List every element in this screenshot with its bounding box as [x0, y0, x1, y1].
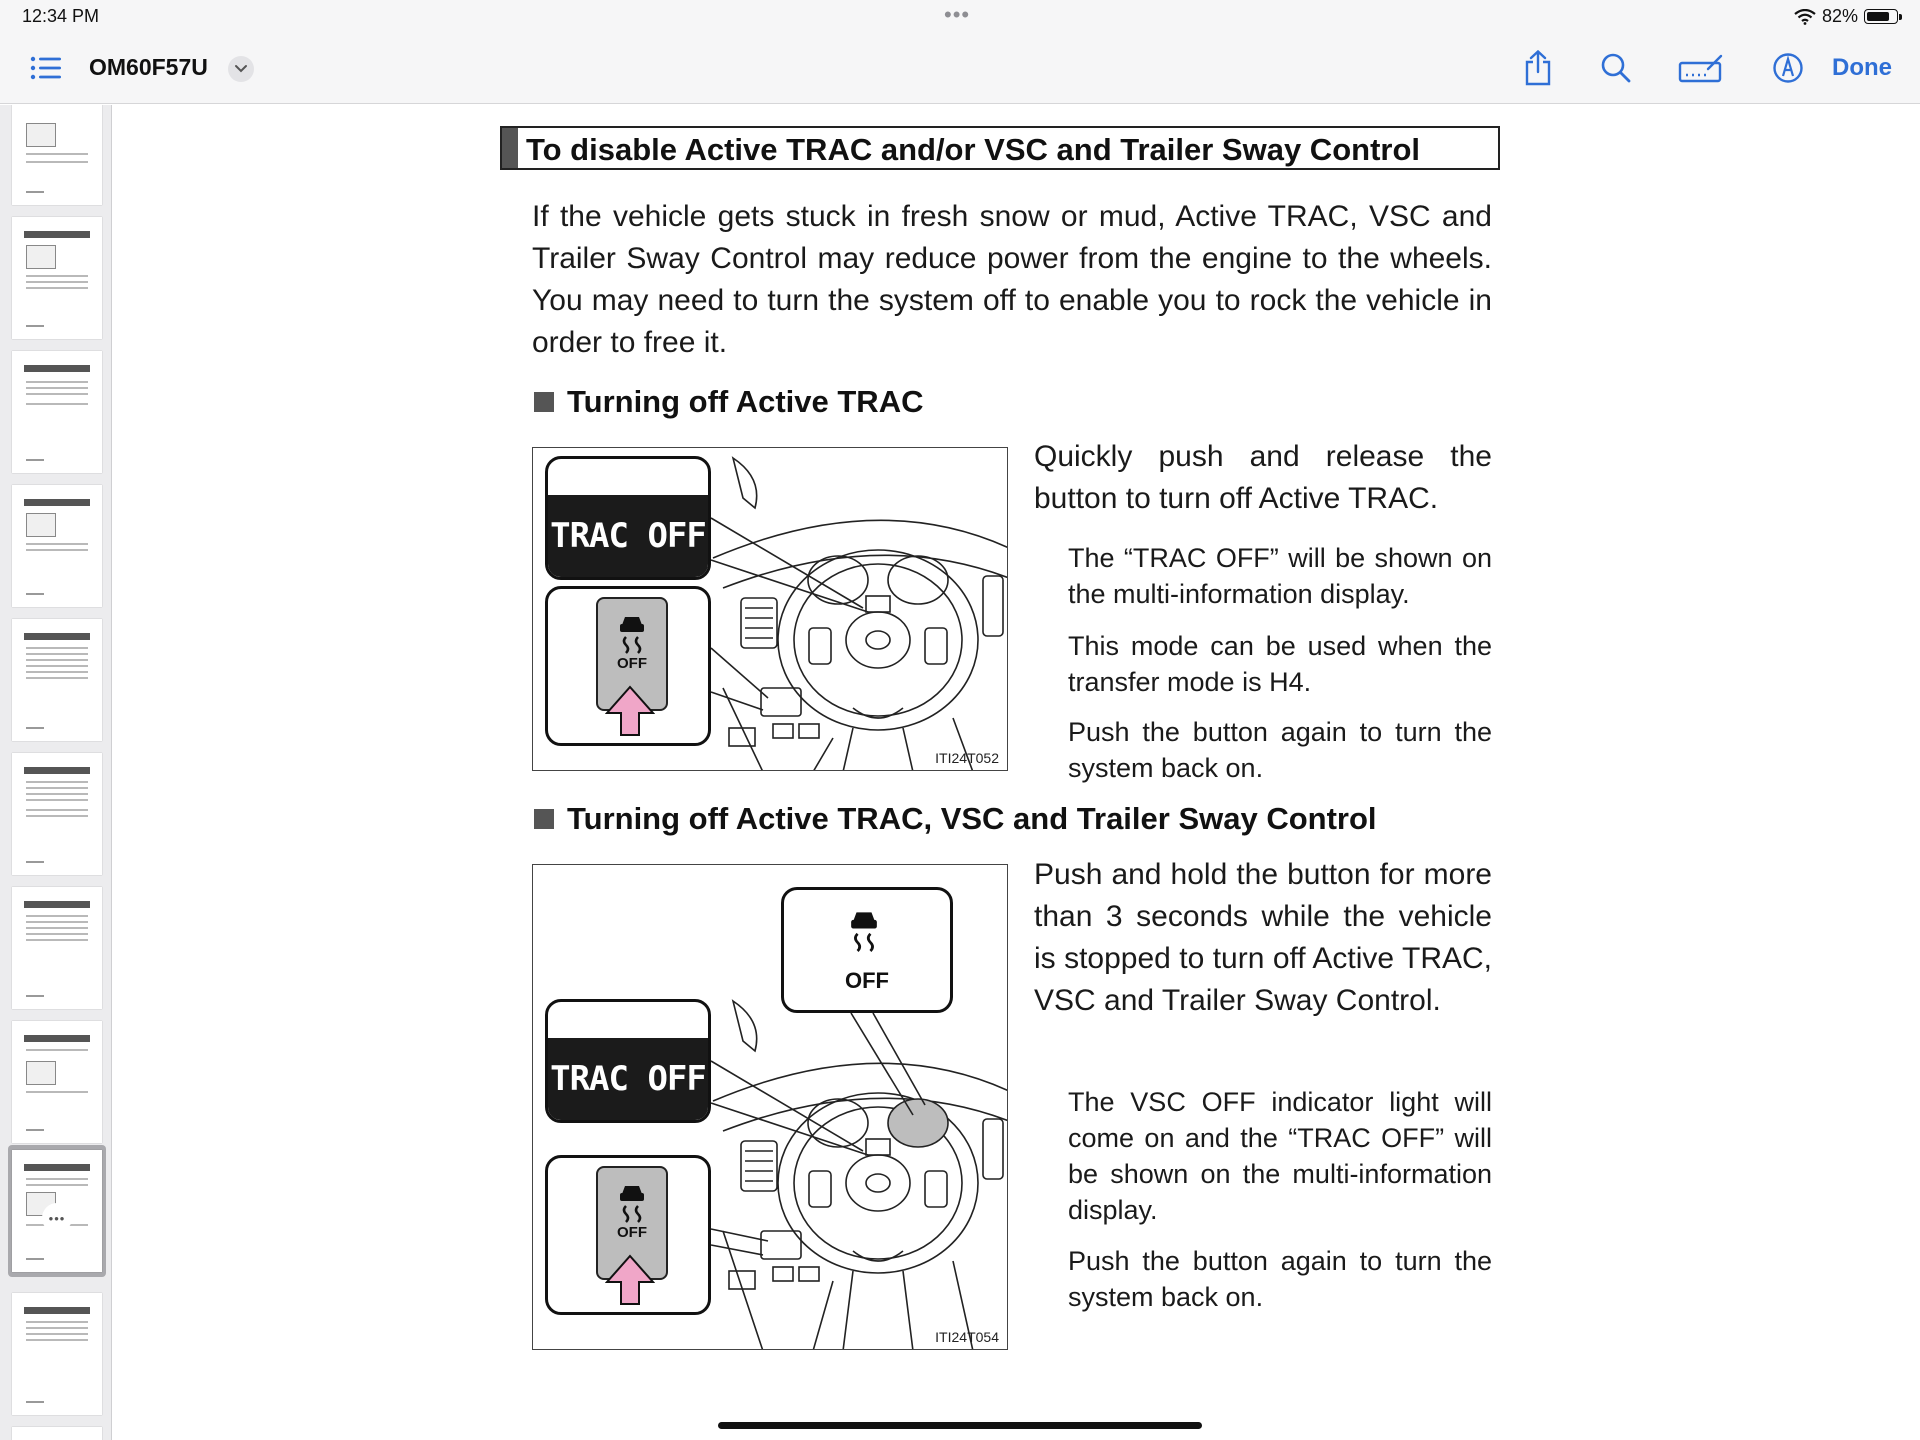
- figure-trac-off: [532, 447, 1008, 771]
- indicator-off-label: OFF: [845, 968, 889, 993]
- subheading-vsc-text: Turning off Active TRAC, VSC and Trailer Sway Control: [567, 801, 1377, 836]
- share-button[interactable]: [1516, 48, 1560, 88]
- page-thumbnail[interactable]: [12, 1427, 102, 1440]
- pen-circle-icon: [1772, 52, 1804, 84]
- document-title[interactable]: OM60F57U: [89, 54, 208, 80]
- trac-off-display-text-2: TRAC OFF: [550, 1059, 706, 1099]
- intro-paragraph: If the vehicle gets stuck in fresh snow or mud, Active TRAC, VSC and Trailer Sway Control may reduce power from the engine to the wheels. You may need to turn the system off to enable you to rock the vehicle in order to free it.: [532, 200, 1492, 359]
- display-callout-2: [545, 999, 711, 1123]
- page-thumbnail[interactable]: [12, 1293, 102, 1415]
- done-button[interactable]: Done: [1832, 54, 1892, 81]
- markup-toolbar-button[interactable]: [1676, 48, 1726, 88]
- home-indicator[interactable]: [718, 1422, 1202, 1429]
- figure-code-2: ITI24T054: [935, 1329, 999, 1345]
- vsc-instruction: Push and hold the button for more than 3 seconds while the vehicle is stopped to turn off Active TRAC, VSC and Trailer Sway Control.: [1034, 858, 1492, 1017]
- page-thumbnail[interactable]: [12, 887, 102, 1009]
- search-icon: [1600, 52, 1632, 84]
- trac-instruction: Quickly push and release the button to turn off Active TRAC.: [1034, 440, 1492, 515]
- button-callout-2: [545, 1155, 711, 1315]
- share-icon: [1523, 50, 1553, 86]
- page-thumbnail[interactable]: [12, 351, 102, 473]
- figure-trac-vsc-off: [532, 864, 1008, 1350]
- vsc-note-indicator: The VSC OFF indicator light will come on and the “TRAC OFF” will be shown on the multi-information display.: [1068, 1087, 1492, 1225]
- page-thumbnail[interactable]: [12, 105, 102, 205]
- battery-icon: [1864, 9, 1898, 24]
- thumbnail-list-button[interactable]: [24, 48, 68, 88]
- wifi-icon: [1794, 9, 1816, 25]
- vsc-indicator-callout: [781, 887, 953, 1013]
- markup-button[interactable]: [1766, 48, 1810, 88]
- vsc-off-indicator-icon: [824, 906, 904, 966]
- page-thumbnail[interactable]: [12, 1021, 102, 1143]
- trac-note-display: The “TRAC OFF” will be shown on the multi-information display.: [1068, 543, 1492, 609]
- chevron-down-icon: [234, 64, 248, 74]
- push-arrow-icon-2: [605, 1254, 655, 1306]
- button-off-label: OFF: [617, 655, 647, 672]
- subheading-trac-text: Turning off Active TRAC: [567, 384, 924, 419]
- title-menu-button[interactable]: [228, 56, 254, 82]
- subheading-vsc: [534, 801, 1377, 837]
- status-right: [1794, 6, 1898, 27]
- multitask-dots[interactable]: •••: [944, 2, 971, 27]
- thumbnail-more-button[interactable]: •••: [42, 1203, 72, 1233]
- trac-note-back-on: Push the button again to turn the system back on.: [1068, 717, 1492, 783]
- vsc-note-back-on: Push the button again to turn the system back on.: [1068, 1246, 1492, 1312]
- status-bar: [0, 0, 1920, 34]
- thumbnail-sidebar[interactable]: [0, 105, 112, 1440]
- section-title: To disable Active TRAC and/or VSC and Trailer Sway Control: [526, 132, 1421, 167]
- figure-code: ITI24T052: [935, 750, 999, 766]
- button-off-label-2: OFF: [617, 1224, 647, 1241]
- status-time: 12:34 PM: [22, 6, 100, 26]
- search-button[interactable]: [1594, 48, 1638, 88]
- list-icon: [30, 55, 62, 81]
- display-callout: [545, 456, 711, 580]
- page-thumbnail[interactable]: [12, 753, 102, 875]
- page-thumbnail[interactable]: [12, 619, 102, 741]
- page-thumbnail[interactable]: [12, 485, 102, 607]
- button-callout: [545, 586, 711, 746]
- trac-off-display-text: TRAC OFF: [550, 516, 706, 556]
- subheading-trac: [534, 384, 923, 420]
- push-arrow-icon: [605, 685, 655, 737]
- battery-percent: 82%: [1821, 6, 1858, 26]
- trac-note-h4: This mode can be used when the transfer mode is H4.: [1068, 631, 1492, 697]
- toolbar: [0, 34, 1920, 104]
- page-thumbnail[interactable]: [12, 217, 102, 339]
- signature-icon: [1678, 53, 1724, 83]
- section-header: [500, 126, 1500, 170]
